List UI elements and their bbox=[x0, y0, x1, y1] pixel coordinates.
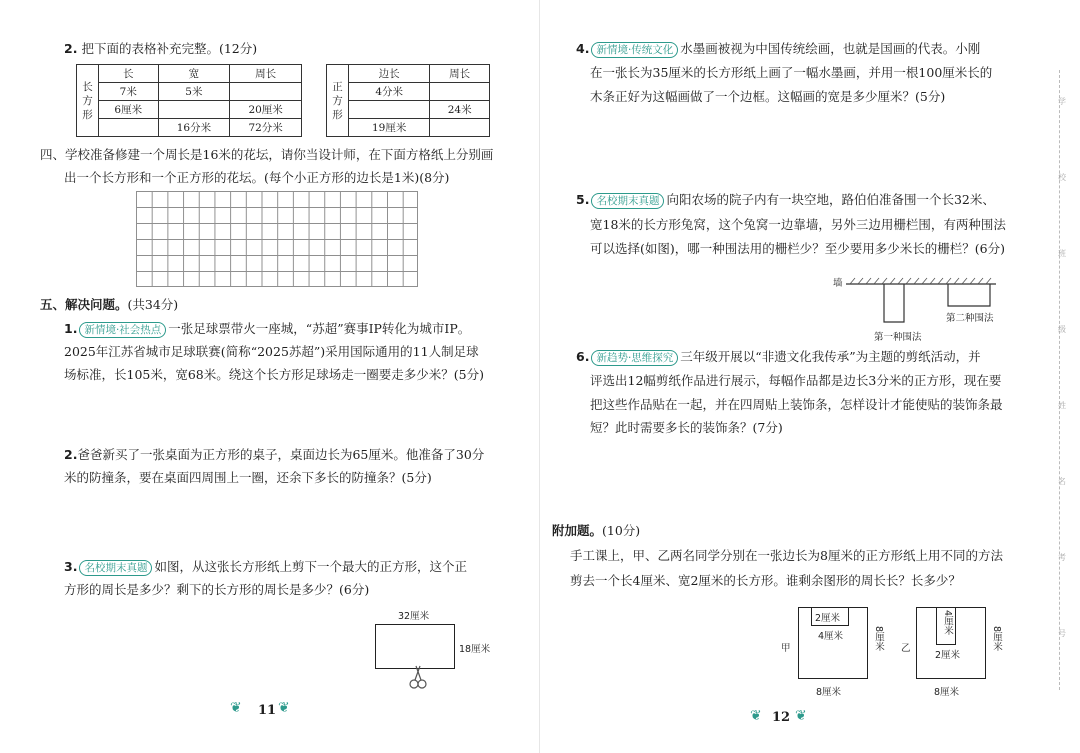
p5-line1: 5. 名校期末真题 向阳农场的院子内有一块空地，路伯伯准备围一个长32米、 bbox=[576, 192, 995, 207]
q2-heading: 2. 把下面的表格补充完整。(12分) bbox=[64, 41, 258, 56]
cell: 19厘米 bbox=[349, 119, 430, 137]
figure-yi-label: 乙 bbox=[901, 643, 911, 654]
square-side-label: 正 方 形 bbox=[327, 65, 349, 137]
rectangle-table bbox=[76, 64, 302, 137]
sprout-icon: ❦ bbox=[230, 700, 242, 716]
binding-char: 班 bbox=[1058, 249, 1066, 258]
binding-char: 名 bbox=[1058, 477, 1066, 486]
sprout-icon: ❦ bbox=[795, 708, 807, 724]
cell[interactable] bbox=[430, 83, 490, 101]
p2-line2: 米的防撞条，要在桌面四周围上一圈，还余下多长的防撞条？(5分) bbox=[64, 470, 432, 485]
page-12 bbox=[540, 0, 1080, 753]
figure-jia-label: 甲 bbox=[781, 643, 791, 654]
cell: 24米 bbox=[430, 101, 490, 119]
binding-char: 校 bbox=[1058, 173, 1066, 182]
bonus-line1: 手工课上，甲、乙两名同学分别在一张边长为8厘米的正方形纸上用不同的方法 bbox=[570, 548, 1003, 563]
p5-line3: 可以选择(如图)，哪一种围法用的栅栏少？至少要用多少米长的栅栏？(6分) bbox=[590, 241, 1005, 256]
section4-line1: 四、学校准备修建一个周长是16米的花坛，请你当设计师，在下面方格纸上分别画 bbox=[40, 147, 494, 162]
th-perimeter: 周长 bbox=[430, 65, 490, 83]
binding-char: 级 bbox=[1058, 325, 1066, 334]
sprout-icon: ❦ bbox=[278, 700, 290, 716]
page-number: 12 bbox=[772, 710, 791, 725]
cell: 72分米 bbox=[230, 119, 302, 137]
p6-line4: 短？此时需要多长的装饰条？(7分) bbox=[590, 420, 783, 435]
fig-height-label: 18厘米 bbox=[459, 644, 491, 655]
grid-paper[interactable] bbox=[136, 191, 418, 287]
tag-badge: 名校期末真题 bbox=[591, 193, 664, 209]
p6-line3: 把这些作品贴在一起，并在四周贴上装饰条，怎样设计才能使贴的装饰条最 bbox=[590, 397, 1003, 412]
section5-heading: 五、解决问题。(共34分) bbox=[40, 297, 179, 312]
cell[interactable] bbox=[99, 119, 159, 137]
paper-rectangle-figure bbox=[375, 624, 455, 669]
binding-line bbox=[1059, 70, 1060, 690]
jia-cut-length: 4厘米 bbox=[818, 631, 844, 642]
binding-char: 姓 bbox=[1058, 401, 1066, 410]
cell: 20厘米 bbox=[230, 101, 302, 119]
th-side: 边长 bbox=[349, 65, 430, 83]
fig-width-label: 32厘米 bbox=[398, 611, 430, 622]
p3-line1: 3. 名校期末真题 如图，从这张长方形纸上剪下一个最大的正方形，这个正 bbox=[64, 559, 467, 574]
tag-badge: 新趋势·思维探究 bbox=[591, 350, 678, 366]
p3-line2: 方形的周长是多少？剩下的长方形的周长是多少？(6分) bbox=[64, 582, 370, 597]
square-table bbox=[326, 64, 490, 137]
cell[interactable] bbox=[158, 101, 230, 119]
p6-line1: 6. 新趋势·思维探究 三年级开展以“非遗文化我传承”为主题的剪纸活动，并 bbox=[576, 349, 981, 364]
p1-line3: 场标准，长105米，宽68米。绕这个长方形足球场走一圈要走多少米？(5分) bbox=[64, 367, 484, 382]
p1-line2: 2025年江苏省城市足球联赛(简称“2025苏超”)采用国际通用的11人制足球 bbox=[64, 344, 479, 359]
binding-char: 号 bbox=[1058, 629, 1066, 638]
p4-line2: 在一张长为35厘米的长方形纸上画了一幅水墨画，并用一根100厘米长的 bbox=[590, 65, 993, 80]
jia-side-label: 8厘米 bbox=[873, 626, 884, 652]
p2-line1: 2.爸爸新买了一张桌面为正方形的桌子，桌面边长为65厘米。他准备了30分 bbox=[64, 447, 485, 462]
cell[interactable] bbox=[430, 119, 490, 137]
tag-badge: 新情境·传统文化 bbox=[591, 42, 678, 58]
page-number: 11 bbox=[258, 703, 277, 718]
cell: 5米 bbox=[158, 83, 230, 101]
p4-line3: 木条正好为这幅画做了一个边框。这幅画的宽是多少厘米？(5分) bbox=[590, 89, 946, 104]
yi-bottom-label: 8厘米 bbox=[934, 687, 960, 698]
cell: 6厘米 bbox=[99, 101, 159, 119]
jia-cut-width: 2厘米 bbox=[815, 613, 841, 624]
method2-label: 第二种围法 bbox=[946, 313, 994, 324]
cell: 16分米 bbox=[158, 119, 230, 137]
scissors-icon bbox=[408, 664, 428, 690]
binding-char: 学 bbox=[1058, 97, 1066, 106]
binding-char: 考 bbox=[1058, 553, 1066, 562]
section4-line2: 出一个长方形和一个正方形的花坛。(每个小正方形的边长是1米)(8分) bbox=[64, 170, 450, 185]
sprout-icon: ❦ bbox=[750, 708, 762, 724]
method1-label: 第一种围法 bbox=[874, 332, 922, 343]
cell: 4分米 bbox=[349, 83, 430, 101]
p5-line2: 宽18米的长方形兔窝，这个兔窝一边靠墙，另外三边用栅栏围，有两种围法 bbox=[590, 217, 1006, 232]
cell: 7米 bbox=[99, 83, 159, 101]
p6-line2: 评选出12幅剪纸作品进行展示，每幅作品都是边长3分米的正方形，现在要 bbox=[590, 373, 1002, 388]
yi-side-label: 8厘米 bbox=[991, 626, 1002, 652]
bonus-heading: 附加题。(10分) bbox=[552, 523, 641, 538]
th-length: 长 bbox=[99, 65, 159, 83]
tag-badge: 名校期末真题 bbox=[79, 560, 152, 576]
bonus-line2: 剪去一个长4厘米、宽2厘米的长方形。谁剩余图形的周长长？长多少？ bbox=[570, 573, 961, 588]
rectangle-side-label: 长 方 形 bbox=[77, 65, 99, 137]
yi-cut-width: 2厘米 bbox=[935, 650, 961, 661]
yi-cut-length: 4厘米 bbox=[942, 610, 953, 636]
th-width: 宽 bbox=[158, 65, 230, 83]
tag-badge: 新情境·社会热点 bbox=[79, 322, 166, 338]
p1-line1: 1. 新情境·社会热点 一张足球票带火一座城，“苏超”赛事IP转化为城市IP。 bbox=[64, 321, 471, 336]
th-perimeter: 周长 bbox=[230, 65, 302, 83]
wall-label: 墙 bbox=[833, 278, 843, 289]
cell[interactable] bbox=[349, 101, 430, 119]
cell[interactable] bbox=[230, 83, 302, 101]
p4-line1: 4. 新情境·传统文化 水墨画被视为中国传统绘画，也就是国画的代表。小刚 bbox=[576, 41, 981, 56]
jia-bottom-label: 8厘米 bbox=[816, 687, 842, 698]
